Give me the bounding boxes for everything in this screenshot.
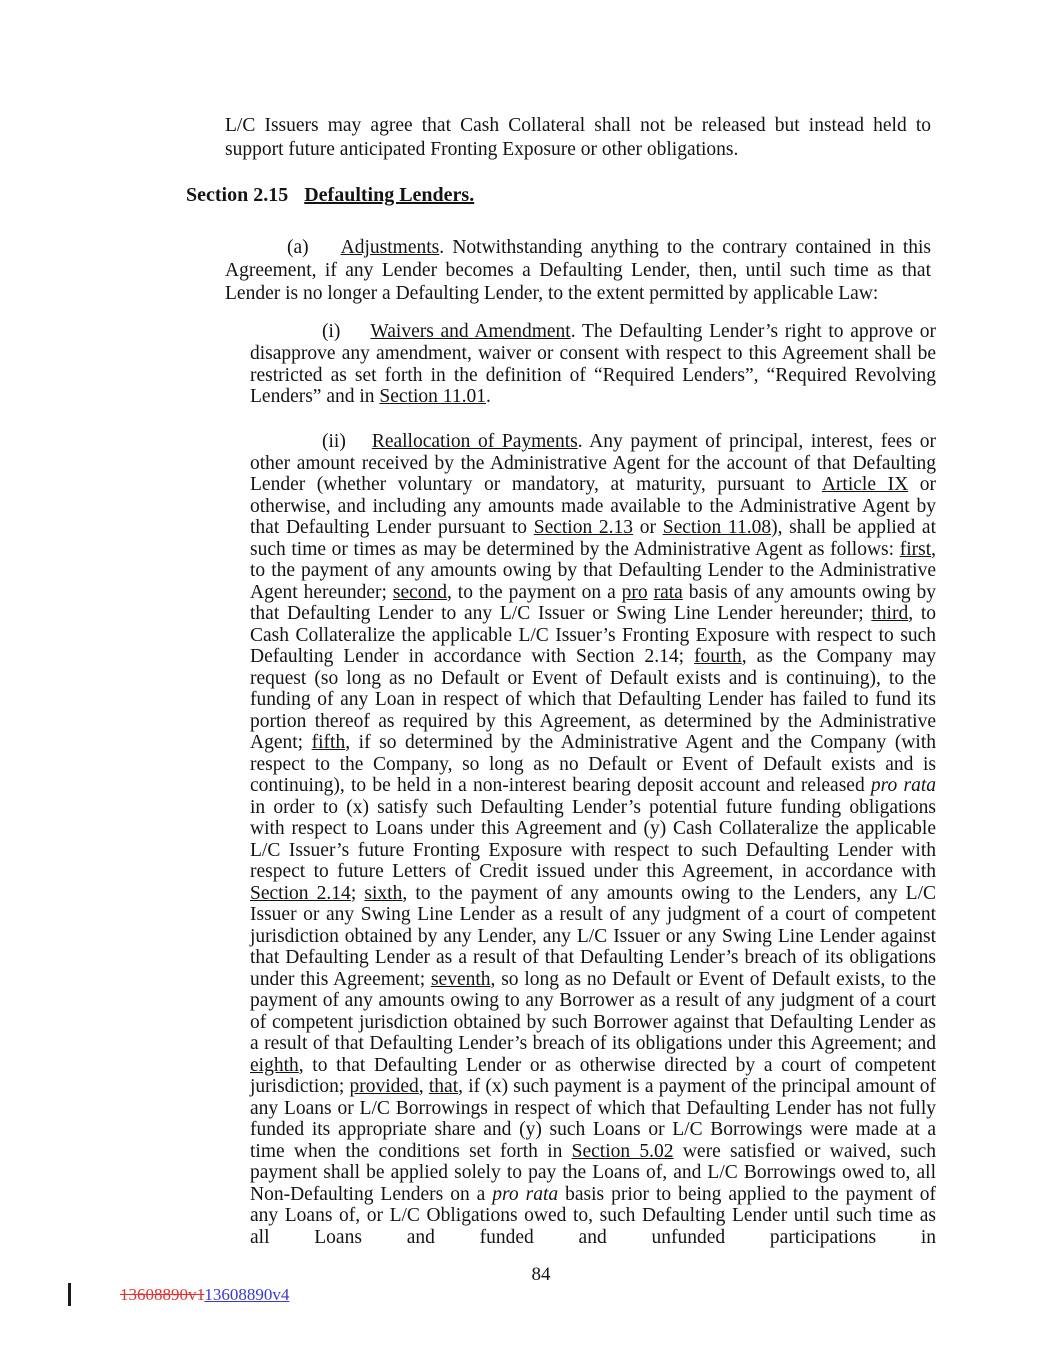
text-run: ; (350, 882, 365, 904)
paragraph-ii-reallocation-of-payments (250, 431, 936, 1248)
paragraph-a-adjustments (225, 236, 931, 305)
text-run: fifth (311, 732, 346, 753)
text-run: . Notwithstanding anything to the contrary contained in this Agreement, if any Lender becomes a Defaulting Lender, then, until such time as that Lender is no longer a Defaulting Lender, to the extent permitted by applicable Law: (225, 237, 931, 304)
text-run: second (392, 581, 448, 603)
text-run: , if (x) such payment is a payment of the principal amount of any Loans or L/C Borrowings in respect of which that Defaulting Lender has not fully funded its appropriate share and (y) such Loans or L/C Borrowings were made at a time when the conditions set forth in (250, 1076, 937, 1162)
text-run: seventh (430, 968, 491, 990)
text-run: , to the payment of any amounts owing by that Defaulting Lender to the Administrative Agent hereunder; (250, 538, 936, 603)
paragraph-continuation (225, 114, 931, 161)
text-run: sixth (364, 882, 403, 904)
text-run: in order to (x) satisfy such Defaulting Lender’s potential future funding obligations with respect to Loans under this Agreement and (y) Cash Collateralize the applicable L/C Issuer’s future Fronting Exposure with respect to such Defaulting Lender with respect to future Letters of Credit issued under this Agreement, in accordance with (250, 796, 936, 882)
text-run: , as the Company may request (so long as no Default or Event of Default exists and is continuing), to the funding of any Loan in respect of which that Defaulting Lender has failed to fund its portion thereof as required by this Agreement, as determined by the Administrative Agent; (250, 646, 937, 753)
inserted-version-stamp: 13608890v4 (204, 1285, 290, 1304)
text-run: , to Cash Collateralize the applicable L/C Issuer’s Fronting Exposure with respect to such Defaulting Lender in accordance with Section 2.14; (250, 603, 937, 667)
text-run: , to that Defaulting Lender or as otherwise directed by a court of competent jurisdiction; (250, 1054, 936, 1097)
text-run: Waivers and Amendment (370, 321, 571, 342)
paragraph-i-waivers-and-amendment (250, 321, 936, 408)
change-bar (68, 1283, 71, 1306)
text-run: , to the payment on a (447, 581, 622, 603)
text-run: . (485, 386, 491, 408)
text-run: or (633, 517, 663, 538)
text-run: , so long as no Default or Event of Default exists, to the payment of any amounts owing to any Borrower as a result of any judgment of a court of competent jurisdiction obtained by such Borrower against that Defaulting Lender as a result of that Defaulting Lender’s breach of its obligations under this Agreement; and (250, 968, 936, 1054)
text-run: were satisfied or waived, such payment shall be applied solely to pay the Loans of, and L/C Borrowings owed to, all Non-Defaulting Lenders on a (250, 1140, 936, 1205)
page-number: 84 (531, 1264, 551, 1285)
text-run: basis of any amounts owing by that Defaulting Lender to any L/C Issuer or Swing Line Lender hereunder; (250, 581, 937, 624)
version-stamps (120, 1285, 289, 1305)
text-run: Adjustments (340, 237, 440, 258)
text-run: provided (349, 1076, 419, 1097)
text-run: , if so determined by the Administrative Agent and the Company (with respect to the Company, so long as no Default or Event of Default exists and is continuing), to be held in a non-interest bearing deposit account and released (250, 732, 936, 796)
text-run: L/C Issuers may agree that Cash Collateral shall not be released but instead held to support future anticipated Fronting Exposure or other obligations. (225, 115, 931, 160)
text-run: pro (621, 581, 648, 603)
section-heading-number: Section 2.15 (186, 184, 289, 206)
text-run: . Any payment of principal, interest, fees or other amount received by the Administrative Agent for the account of that Defaulting Lender (whether voluntary or mandatory, at maturity, pursuant to (250, 431, 937, 495)
text-run: third (871, 603, 909, 624)
text-run: eighth (250, 1054, 299, 1076)
text-run: first (899, 538, 932, 560)
text-run: Section 2.14 (250, 882, 351, 904)
text-run: Reallocation of Payments (371, 431, 578, 452)
text-run: Article IX (821, 474, 909, 495)
text-run: fourth (694, 646, 742, 667)
text-run: or otherwise, and including any amounts made available to the Administrative Agent by that Defaulting Lender pursuant to (250, 474, 936, 538)
text-run: Section 5.02 (571, 1140, 674, 1162)
text-run: that (428, 1076, 459, 1097)
text-run: pro rata (492, 1183, 559, 1205)
deleted-version-stamp: 13608890v1 (120, 1285, 205, 1304)
text-run: (a) (287, 237, 309, 258)
text-run: (i) (322, 321, 341, 342)
section-heading (186, 184, 474, 207)
text-run: . The Defaulting Lender’s right to approve or disapprove any amendment, waiver or consent with respect to this Agreement shall be restricted as set forth in the definition of “Required Lenders”, “Required Revolving Lenders” and in (250, 321, 936, 408)
text-run: Section 11.01 (379, 386, 486, 408)
text-run: basis prior to being applied to the payment of any Loans of, or L/C Obligations owed to, such Defaulting Lender until such time as all Loans and funded and unfunded participations in (250, 1183, 936, 1248)
text-run: Section 2.13 (533, 517, 634, 538)
text-run: , to the payment of any amounts owing to the Lenders, any L/C Issuer or any Swing Line Lender as a result of any judgment of a court of competent jurisdiction obtained by any Lender, any L/C Issuer or any Swing Line Lender against that Defaulting Lender as a result of that Defaulting Lender’s breach of its obligations under this Agreement; (250, 882, 936, 990)
text-run: rata (653, 581, 683, 603)
text-run: , (418, 1076, 429, 1097)
text-run: Section 11.08 (662, 517, 772, 538)
text-run: pro rata (870, 775, 937, 796)
text-run: ), shall be applied at such time or times as may be determined by the Administrative Agent as follows: (250, 517, 936, 560)
section-heading-title: Defaulting Lenders. (304, 184, 475, 206)
text-run: (ii) (322, 431, 346, 452)
